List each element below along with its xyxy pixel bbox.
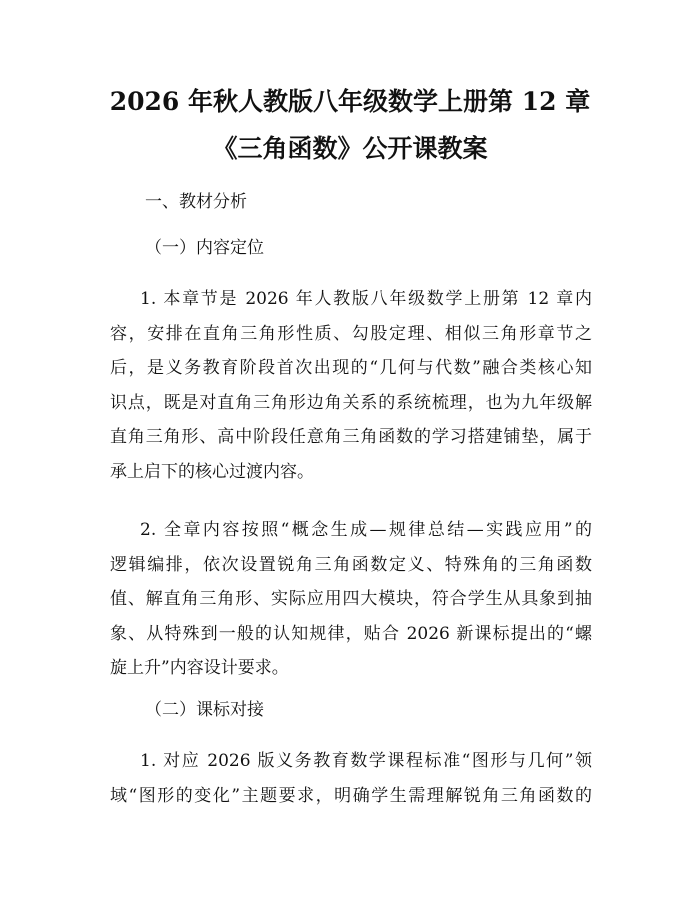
paragraph-line: 容，安排在直角三角形性质、勾股定理、相似三角形章节之 <box>110 323 592 344</box>
paragraph-line: 域“图形的变化”主题要求，明确学生需理解锐角三角函数的 <box>110 785 592 806</box>
document-title-line-2: 《三角函数》公开课教案 <box>212 134 488 163</box>
paragraph-curriculum-alignment-1 <box>110 744 592 813</box>
paragraph-line: 1. 本章节是 2026 年人教版八年级数学上册第 12 章内 <box>140 289 592 309</box>
paragraph-line: 后，是义务教育阶段首次出现的“几何与代数”融合类核心知 <box>110 358 592 378</box>
subheading-content-positioning: （一）内容定位 <box>145 238 264 258</box>
paragraph-line: 值、解直角三角形、实际应用四大模块，符合学生从具象到抽 <box>110 589 592 609</box>
paragraph-content-positioning-2 <box>110 513 592 686</box>
subheading-curriculum-alignment: （二）课标对接 <box>145 700 264 720</box>
paragraph-content-positioning-1 <box>110 282 592 489</box>
paragraph-line: 识点，既是对直角三角形边角关系的系统梳理，也为九年级解 <box>110 392 592 413</box>
document-title-line-1: 2026 年秋人教版八年级数学上册第 12 章 <box>109 87 591 116</box>
paragraph-line: 旋上升”内容设计要求。 <box>110 658 289 678</box>
paragraph-line: 逻辑编排，依次设置锐角三角函数定义、特殊角的三角函数 <box>110 554 592 575</box>
paragraph-line: 承上启下的核心过渡内容。 <box>110 461 314 482</box>
paragraph-line: 直角三角形、高中阶段任意角三角函数的学习搭建铺垫，属于 <box>110 427 592 447</box>
paragraph-line: 象、从特殊到一般的认知规律，贴合 2026 新课标提出的“螺 <box>110 623 592 644</box>
paragraph-line: 1. 对应 2026 版义务教育数学课程标准“图形与几何”领 <box>140 751 592 771</box>
section-heading-textbook-analysis: 一、教材分析 <box>145 192 247 212</box>
paragraph-line: 2. 全章内容按照“概念生成—规律总结—实践应用”的 <box>140 520 592 540</box>
